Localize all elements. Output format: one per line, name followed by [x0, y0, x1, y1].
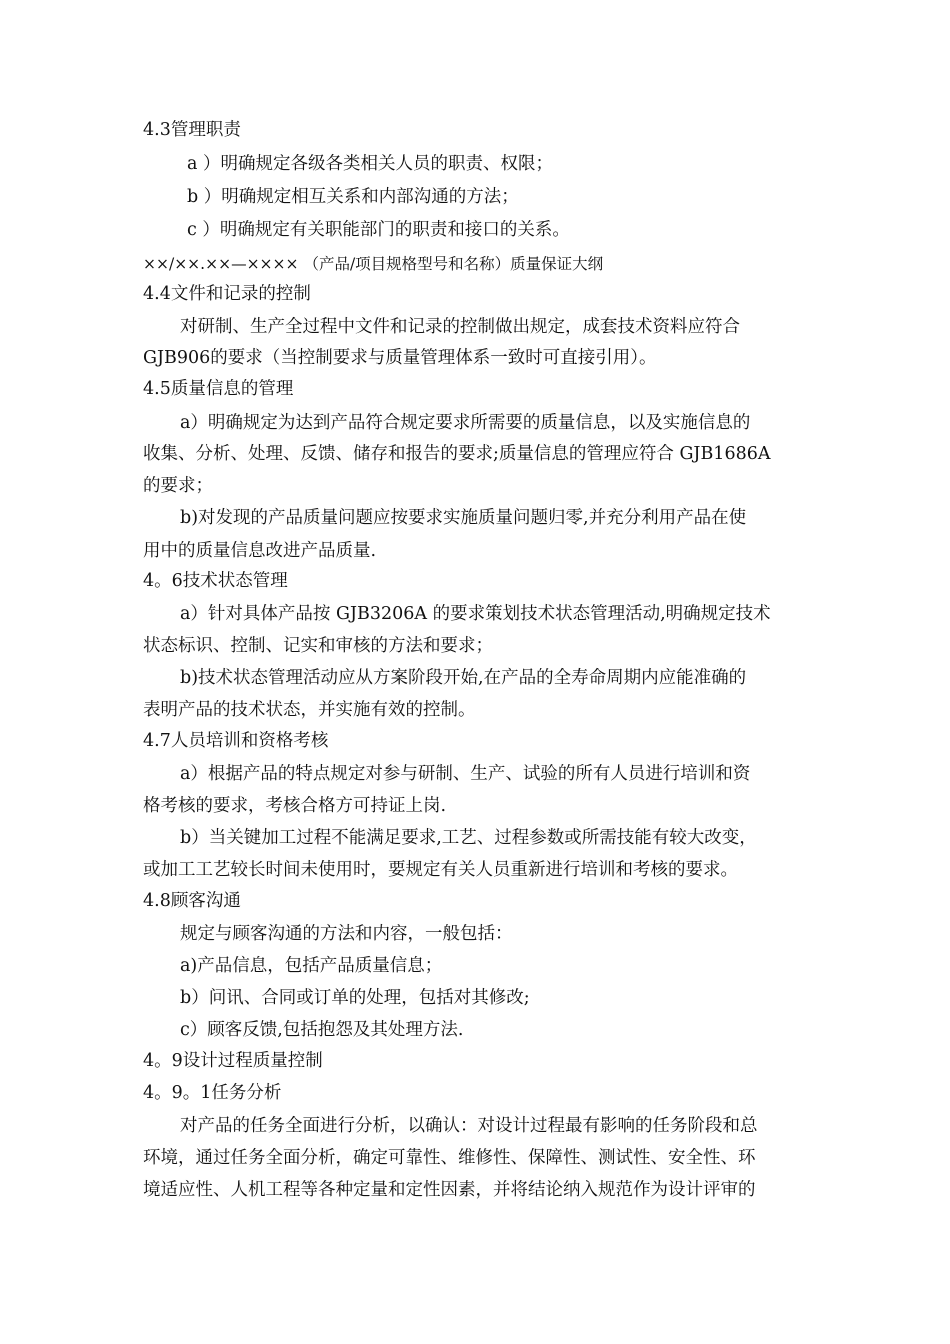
paragraph-line: 格考核的要求，考核合格方可持证上岗. [143, 796, 447, 816]
paragraph-line: 或加工工艺较长时间未使用时，要规定有关人员重新进行培训和考核的要求。 [143, 860, 738, 880]
section-heading-4-9-1: 4。9。1任务分析 [143, 1083, 282, 1103]
paragraph-line: 用中的质量信息改进产品质量. [143, 541, 377, 561]
list-item: c ）明确规定有关职能部门的职责和接口的关系。 [187, 220, 570, 240]
section-heading-4-6: 4。6技术状态管理 [143, 571, 288, 591]
section-heading-4-3: 4.3管理职责 [143, 120, 241, 140]
paragraph-line: b)技术状态管理活动应从方案阶段开始,在产品的全寿命周期内应能准确的 [180, 668, 747, 688]
paragraph-line: 的要求； [143, 476, 213, 496]
paragraph-line: 状态标识、控制、记实和审核的方法和要求； [143, 636, 493, 656]
paragraph-line: 表明产品的技术状态，并实施有效的控制。 [143, 700, 476, 720]
list-item: b ）明确规定相互关系和内部沟通的方法； [187, 187, 519, 207]
section-heading-4-8: 4.8顾客沟通 [143, 891, 241, 911]
list-item: a)产品信息，包括产品质量信息； [180, 956, 443, 976]
list-item: b）问讯、合同或订单的处理，包括对其修改; [180, 988, 530, 1008]
section-heading-4-5: 4.5质量信息的管理 [143, 379, 294, 399]
paragraph-line: 境适应性、人机工程等各种定量和定性因素，并将结论纳入规范作为设计评审的 [143, 1180, 756, 1200]
list-item: a ）明确规定各级各类相关人员的职责、权限； [187, 154, 553, 174]
running-header: ××/××.××—×××× （产品/项目规格型号和名称）质量保证大纲 [143, 255, 604, 273]
paragraph-line: b)对发现的产品质量问题应按要求实施质量问题归零,并充分利用产品在使 [180, 508, 747, 528]
paragraph-line: a）针对具体产品按 GJB3206A 的要求策划技术状态管理活动,明确规定技术 [180, 604, 771, 624]
section-heading-4-7: 4.7人员培训和资格考核 [143, 731, 329, 751]
paragraph-line: 对研制、生产全过程中文件和记录的控制做出规定，成套技术资料应符合 [180, 317, 740, 337]
paragraph-line: 对产品的任务全面进行分析，以确认：对设计过程最有影响的任务阶段和总 [180, 1116, 758, 1136]
section-heading-4-4: 4.4文件和记录的控制 [143, 284, 311, 304]
paragraph-line: 收集、分析、处理、反馈、储存和报告的要求;质量信息的管理应符合 GJB1686A [143, 444, 771, 464]
paragraph-line: a）根据产品的特点规定对参与研制、生产、试验的所有人员进行培训和资 [180, 764, 751, 784]
paragraph-line: a）明确规定为达到产品符合规定要求所需要的质量信息，以及实施信息的 [180, 413, 751, 433]
paragraph-line: b）当关键加工过程不能满足要求,工艺、过程参数或所需技能有较大改变， [180, 828, 757, 848]
paragraph-line: 环境，通过任务全面分析，确定可靠性、维修性、保障性、测试性、安全性、环 [143, 1148, 756, 1168]
paragraph-line: GJB906的要求（当控制要求与质量管理体系一致时可直接引用）。 [143, 348, 657, 368]
list-item: c）顾客反馈,包括抱怨及其处理方法. [180, 1020, 464, 1040]
paragraph-line: 规定与顾客沟通的方法和内容，一般包括： [180, 924, 513, 944]
section-heading-4-9: 4。9设计过程质量控制 [143, 1051, 323, 1071]
